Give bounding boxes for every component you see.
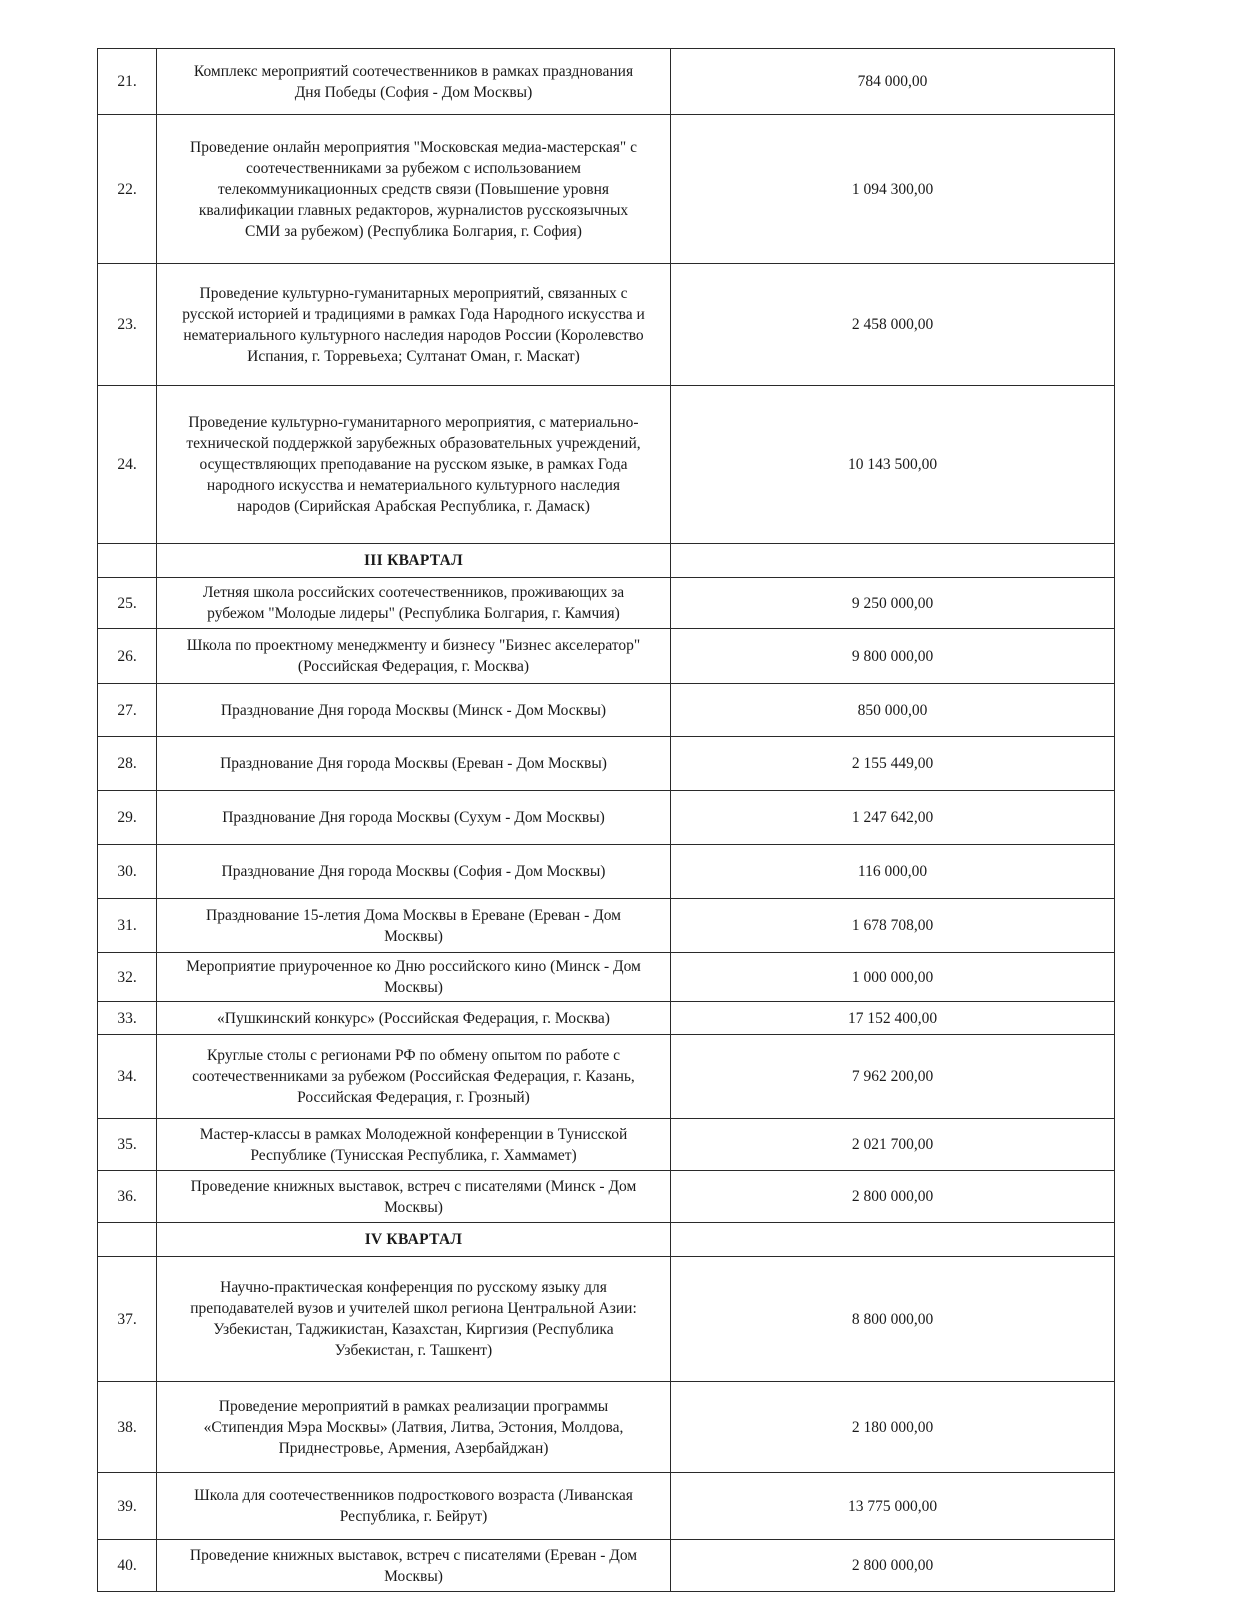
event-name: Круглые столы с регионами РФ по обмену опытом по работе с соотечественниками за рубежом (Российская Федерация, г. Казань, Российская Федерация, г. Грозный) <box>157 1035 671 1119</box>
table-row <box>98 1540 1115 1592</box>
table-row <box>98 1171 1115 1223</box>
event-amount: 1 678 708,00 <box>671 899 1115 953</box>
row-number: 21. <box>98 49 157 115</box>
table-row <box>98 115 1115 264</box>
event-amount: 1 247 642,00 <box>671 791 1115 845</box>
row-number: 32. <box>98 953 157 1002</box>
event-amount: 9 250 000,00 <box>671 578 1115 629</box>
row-number: 30. <box>98 845 157 899</box>
row-number: 33. <box>98 1002 157 1035</box>
event-name: Научно-практическая конференция по русскому языку для преподавателей вузов и учителей школ региона Центральной Азии: Узбекистан, Таджикистан, Казахстан, Киргизия (Республика Узбекистан, г. Ташкент) <box>157 1257 671 1382</box>
section-blank-cell <box>98 544 157 578</box>
event-amount: 7 962 200,00 <box>671 1035 1115 1119</box>
event-name: Празднование Дня города Москвы (Сухум - Дом Москвы) <box>157 791 671 845</box>
event-name: Проведение онлайн мероприятия "Московская медиа-мастерская" с соотечественниками за рубежом с использованием телекоммуникационных средств связи (Повышение уровня квалификации главных редакторов, журналистов русскоязычных СМИ за рубежом) (Республика Болгария, г. София) <box>157 115 671 264</box>
section-blank-cell <box>671 544 1115 578</box>
table-row <box>98 1002 1115 1035</box>
row-number: 27. <box>98 684 157 737</box>
event-amount: 2 800 000,00 <box>671 1171 1115 1223</box>
events-budget-table <box>97 48 1115 1592</box>
event-amount: 17 152 400,00 <box>671 1002 1115 1035</box>
table-row <box>98 49 1115 115</box>
section-title: III КВАРТАЛ <box>157 544 671 578</box>
row-number: 40. <box>98 1540 157 1592</box>
event-name: Празднование Дня города Москвы (Минск - Дом Москвы) <box>157 684 671 737</box>
row-number: 37. <box>98 1257 157 1382</box>
event-amount: 2 800 000,00 <box>671 1540 1115 1592</box>
table-row <box>98 1382 1115 1473</box>
table-row <box>98 737 1115 791</box>
event-name: Празднование 15-летия Дома Москвы в Ереване (Ереван - Дом Москвы) <box>157 899 671 953</box>
event-name: Проведение культурно-гуманитарного мероприятия, с материально- технической поддержкой зарубежных образовательных учреждений, осуществляющих преподавание на русском языке, в рамках Года народного искусства и нематериального культурного наследия народов (Сирийская Арабская Республика, г. Дамаск) <box>157 386 671 544</box>
event-amount: 2 180 000,00 <box>671 1382 1115 1473</box>
table-row <box>98 386 1115 544</box>
table-row <box>98 953 1115 1002</box>
table-row <box>98 1119 1115 1171</box>
event-amount: 1 000 000,00 <box>671 953 1115 1002</box>
row-number: 22. <box>98 115 157 264</box>
event-name: Комплекс мероприятий соотечественников в рамках празднования Дня Победы (София - Дом Москвы) <box>157 49 671 115</box>
event-amount: 8 800 000,00 <box>671 1257 1115 1382</box>
row-number: 29. <box>98 791 157 845</box>
event-amount: 116 000,00 <box>671 845 1115 899</box>
section-blank-cell <box>98 1223 157 1257</box>
row-number: 34. <box>98 1035 157 1119</box>
event-amount: 2 021 700,00 <box>671 1119 1115 1171</box>
event-name: Проведение мероприятий в рамках реализации программы «Стипендия Мэра Москвы» (Латвия, Литва, Эстония, Молдова, Приднестровье, Армения, Азербайджан) <box>157 1382 671 1473</box>
section-blank-cell <box>671 1223 1115 1257</box>
row-number: 35. <box>98 1119 157 1171</box>
row-number: 26. <box>98 629 157 684</box>
table-row <box>98 791 1115 845</box>
row-number: 23. <box>98 264 157 386</box>
section-title: IV КВАРТАЛ <box>157 1223 671 1257</box>
event-name: Школа по проектному менеджменту и бизнесу "Бизнес акселератор" (Российская Федерация, г. Москва) <box>157 629 671 684</box>
event-name: Проведение книжных выставок, встреч с писателями (Минск - Дом Москвы) <box>157 1171 671 1223</box>
event-name: Празднование Дня города Москвы (Ереван - Дом Москвы) <box>157 737 671 791</box>
table-row <box>98 845 1115 899</box>
event-name: Проведение книжных выставок, встреч с писателями (Ереван - Дом Москвы) <box>157 1540 671 1592</box>
event-name: «Пушкинский конкурс» (Российская Федерация, г. Москва) <box>157 1002 671 1035</box>
event-amount: 1 094 300,00 <box>671 115 1115 264</box>
table-row <box>98 899 1115 953</box>
row-number: 38. <box>98 1382 157 1473</box>
event-amount: 10 143 500,00 <box>671 386 1115 544</box>
event-name: Мероприятие приуроченное ко Дню российского кино (Минск - Дом Москвы) <box>157 953 671 1002</box>
table-row <box>98 1473 1115 1540</box>
row-number: 39. <box>98 1473 157 1540</box>
table-body <box>98 49 1115 1592</box>
row-number: 24. <box>98 386 157 544</box>
event-amount: 2 155 449,00 <box>671 737 1115 791</box>
row-number: 31. <box>98 899 157 953</box>
section-row <box>98 1223 1115 1257</box>
table-row <box>98 1035 1115 1119</box>
event-amount: 784 000,00 <box>671 49 1115 115</box>
event-amount: 2 458 000,00 <box>671 264 1115 386</box>
event-name: Школа для соотечественников подросткового возраста (Ливанская Республика, г. Бейрут) <box>157 1473 671 1540</box>
event-name: Летняя школа российских соотечественников, проживающих за рубежом "Молодые лидеры" (Республика Болгария, г. Камчия) <box>157 578 671 629</box>
event-amount: 9 800 000,00 <box>671 629 1115 684</box>
table-row <box>98 578 1115 629</box>
row-number: 28. <box>98 737 157 791</box>
event-name: Празднование Дня города Москвы (София - Дом Москвы) <box>157 845 671 899</box>
table-row <box>98 1257 1115 1382</box>
table-row <box>98 684 1115 737</box>
table-row <box>98 629 1115 684</box>
table-row <box>98 264 1115 386</box>
event-amount: 13 775 000,00 <box>671 1473 1115 1540</box>
event-name: Проведение культурно-гуманитарных мероприятий, связанных с русской историей и традициями в рамках Года Народного искусства и нематериального культурного наследия народов России (Королевство Испания, г. Торревьеха; Султанат Оман, г. Маскат) <box>157 264 671 386</box>
row-number: 36. <box>98 1171 157 1223</box>
section-row <box>98 544 1115 578</box>
row-number: 25. <box>98 578 157 629</box>
event-name: Мастер-классы в рамках Молодежной конференции в Тунисской Республике (Тунисская Республика, г. Хаммамет) <box>157 1119 671 1171</box>
event-amount: 850 000,00 <box>671 684 1115 737</box>
